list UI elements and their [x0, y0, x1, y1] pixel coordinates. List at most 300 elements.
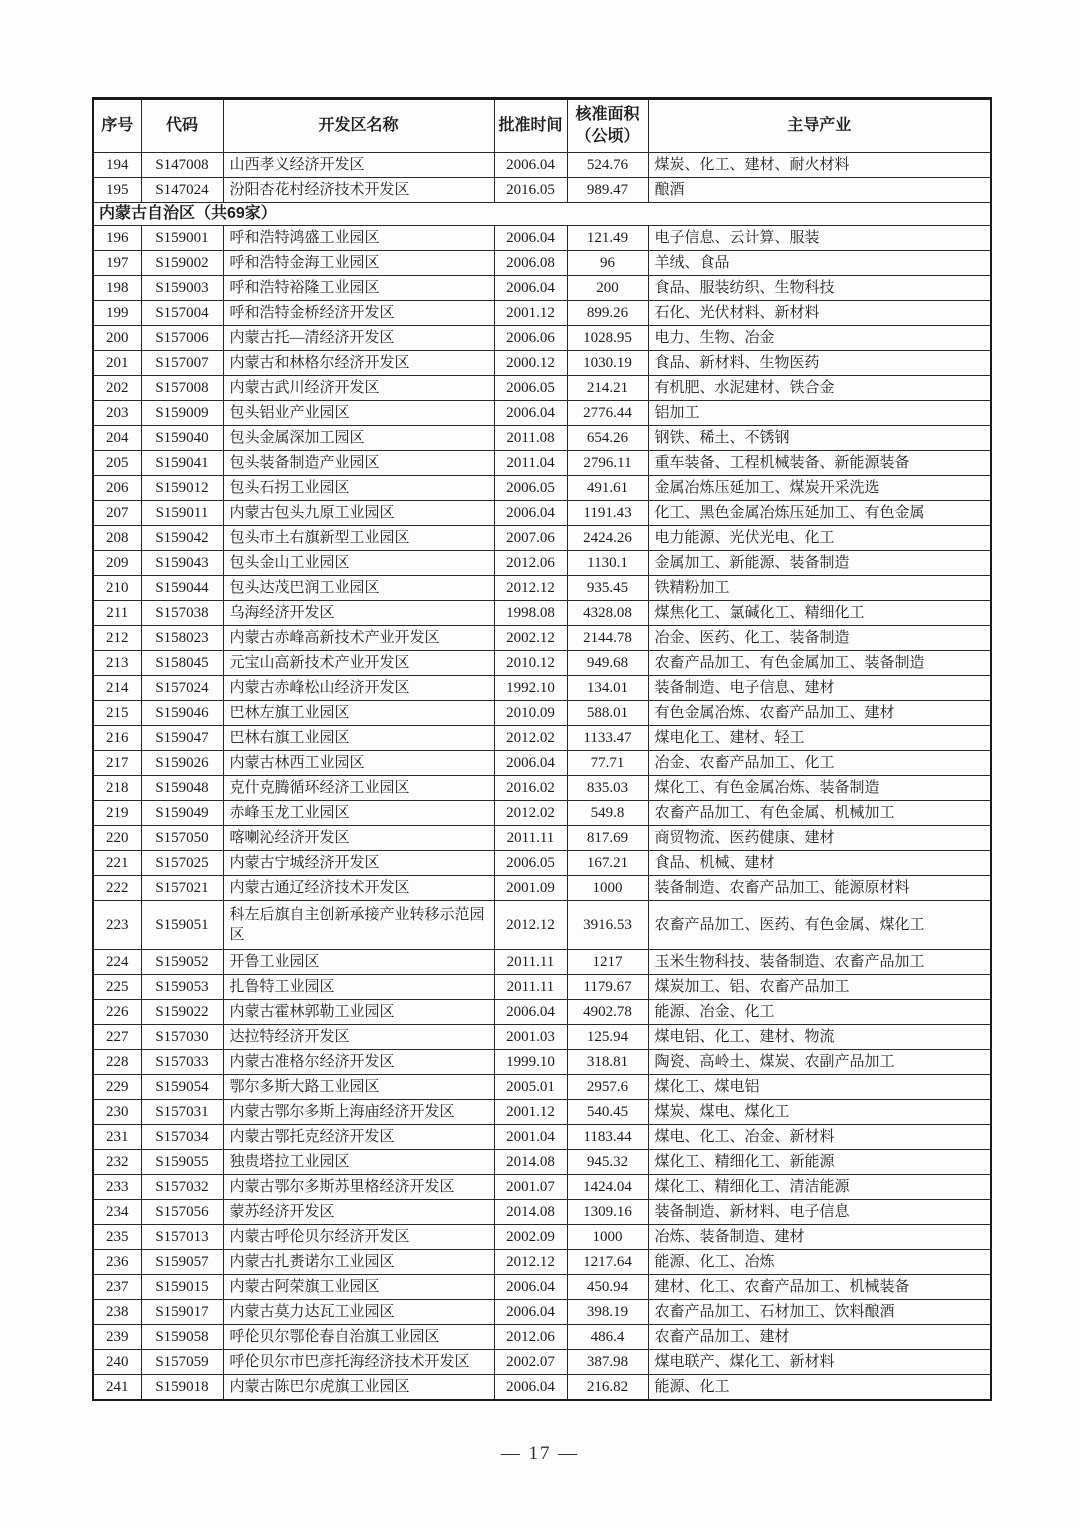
cell-approval-date: 2001.12 — [494, 1100, 567, 1125]
cell-zone-name: 独贵塔拉工业园区 — [223, 1150, 494, 1175]
cell-code: S157004 — [141, 301, 223, 326]
table-row — [93, 1100, 991, 1125]
cell-leading-industries: 重车装备、工程机械装备、新能源装备 — [648, 451, 991, 476]
cell-approved-area: 2796.11 — [567, 451, 648, 476]
cell-zone-name: 内蒙古阿荣旗工业园区 — [223, 1275, 494, 1300]
cell-approved-area: 200 — [567, 276, 648, 301]
cell-approval-date: 2012.12 — [494, 901, 567, 950]
cell-approval-date: 2006.04 — [494, 226, 567, 251]
cell-zone-name: 内蒙古包头九原工业园区 — [223, 501, 494, 526]
cell-approval-date: 2012.02 — [494, 801, 567, 826]
cell-approved-area: 96 — [567, 251, 648, 276]
cell-approved-area: 491.61 — [567, 476, 648, 501]
cell-approval-date: 2006.04 — [494, 1275, 567, 1300]
cell-approval-date: 2006.04 — [494, 276, 567, 301]
cell-code: S157021 — [141, 876, 223, 901]
header-index: 序号 — [93, 99, 141, 153]
cell-leading-industries: 能源、冶金、化工 — [648, 1000, 991, 1025]
cell-index: 202 — [93, 376, 141, 401]
cell-zone-name: 呼和浩特金海工业园区 — [223, 251, 494, 276]
cell-index: 233 — [93, 1175, 141, 1200]
cell-zone-name: 内蒙古鄂尔多斯上海庙经济开发区 — [223, 1100, 494, 1125]
cell-approved-area: 989.47 — [567, 178, 648, 203]
cell-leading-industries: 食品、新材料、生物医药 — [648, 351, 991, 376]
cell-leading-industries: 酿酒 — [648, 178, 991, 203]
cell-leading-industries: 煤化工、煤电铝 — [648, 1075, 991, 1100]
cell-leading-industries: 钢铁、稀土、不锈钢 — [648, 426, 991, 451]
cell-approval-date: 2001.03 — [494, 1025, 567, 1050]
cell-approved-area: 450.94 — [567, 1275, 648, 1300]
cell-code: S159043 — [141, 551, 223, 576]
cell-code: S159042 — [141, 526, 223, 551]
cell-code: S159003 — [141, 276, 223, 301]
cell-code: S159044 — [141, 576, 223, 601]
table-row — [93, 751, 991, 776]
cell-leading-industries: 农畜产品加工、有色金属加工、装备制造 — [648, 651, 991, 676]
cell-zone-name: 克什克腾循环经济工业园区 — [223, 776, 494, 801]
cell-zone-name: 内蒙古宁城经济开发区 — [223, 851, 494, 876]
cell-leading-industries: 石化、光伏材料、新材料 — [648, 301, 991, 326]
cell-index: 226 — [93, 1000, 141, 1025]
header-zone-name: 开发区名称 — [223, 99, 494, 153]
cell-leading-industries: 煤炭、煤电、煤化工 — [648, 1100, 991, 1125]
cell-index: 231 — [93, 1125, 141, 1150]
development-zones-table — [92, 97, 992, 1401]
cell-zone-name: 包头市土右旗新型工业园区 — [223, 526, 494, 551]
cell-leading-industries: 装备制造、农畜产品加工、能源原材料 — [648, 876, 991, 901]
cell-index: 196 — [93, 226, 141, 251]
cell-code: S159057 — [141, 1250, 223, 1275]
cell-approved-area: 3916.53 — [567, 901, 648, 950]
table-row — [93, 1225, 991, 1250]
cell-leading-industries: 电力、生物、冶金 — [648, 326, 991, 351]
cell-approved-area: 949.68 — [567, 651, 648, 676]
cell-code: S159054 — [141, 1075, 223, 1100]
table-row — [93, 1000, 991, 1025]
cell-approval-date: 2006.04 — [494, 153, 567, 178]
cell-approved-area: 4902.78 — [567, 1000, 648, 1025]
cell-code: S157034 — [141, 1125, 223, 1150]
table-row — [93, 950, 991, 975]
cell-approved-area: 2144.78 — [567, 626, 648, 651]
cell-leading-industries: 建材、化工、农畜产品加工、机械装备 — [648, 1275, 991, 1300]
cell-approved-area: 945.32 — [567, 1150, 648, 1175]
cell-zone-name: 内蒙古通辽经济技术开发区 — [223, 876, 494, 901]
cell-index: 230 — [93, 1100, 141, 1125]
table-row — [93, 576, 991, 601]
cell-code: S147008 — [141, 153, 223, 178]
cell-leading-industries: 玉米生物科技、装备制造、农畜产品加工 — [648, 950, 991, 975]
cell-index: 199 — [93, 301, 141, 326]
cell-zone-name: 开鲁工业园区 — [223, 950, 494, 975]
cell-leading-industries: 煤电联产、煤化工、新材料 — [648, 1350, 991, 1375]
cell-approval-date: 2011.11 — [494, 826, 567, 851]
cell-code: S157031 — [141, 1100, 223, 1125]
cell-approval-date: 2007.06 — [494, 526, 567, 551]
cell-leading-industries: 能源、化工 — [648, 1375, 991, 1401]
cell-code: S157050 — [141, 826, 223, 851]
cell-index: 205 — [93, 451, 141, 476]
cell-index: 194 — [93, 153, 141, 178]
cell-approval-date: 1992.10 — [494, 676, 567, 701]
cell-approved-area: 2957.6 — [567, 1075, 648, 1100]
cell-index: 222 — [93, 876, 141, 901]
table-row — [93, 1375, 991, 1401]
header-area-line1: 核准面积 — [575, 106, 640, 124]
table-row — [93, 676, 991, 701]
cell-zone-name: 内蒙古和林格尔经济开发区 — [223, 351, 494, 376]
cell-approved-area: 540.45 — [567, 1100, 648, 1125]
cell-code: S157013 — [141, 1225, 223, 1250]
cell-code: S159015 — [141, 1275, 223, 1300]
table-row — [93, 1350, 991, 1375]
cell-index: 201 — [93, 351, 141, 376]
cell-leading-industries: 铝加工 — [648, 401, 991, 426]
table-row — [93, 426, 991, 451]
cell-leading-industries: 煤电、化工、冶金、新材料 — [648, 1125, 991, 1150]
cell-leading-industries: 食品、服装纺织、生物科技 — [648, 276, 991, 301]
cell-approval-date: 2001.09 — [494, 876, 567, 901]
cell-approved-area: 549.8 — [567, 801, 648, 826]
cell-approval-date: 2010.09 — [494, 701, 567, 726]
table-row — [93, 1025, 991, 1050]
cell-code: S159022 — [141, 1000, 223, 1025]
cell-code: S159001 — [141, 226, 223, 251]
cell-index: 198 — [93, 276, 141, 301]
page-number: — 17 — — [500, 1443, 580, 1464]
cell-approval-date: 2011.11 — [494, 950, 567, 975]
cell-code: S159048 — [141, 776, 223, 801]
table-row — [93, 376, 991, 401]
cell-index: 241 — [93, 1375, 141, 1401]
header-approved-area — [567, 99, 648, 153]
cell-approval-date: 2012.06 — [494, 1325, 567, 1350]
cell-leading-industries: 冶金、医药、化工、装备制造 — [648, 626, 991, 651]
cell-approval-date: 2006.04 — [494, 751, 567, 776]
cell-approval-date: 2010.12 — [494, 651, 567, 676]
table-row — [93, 301, 991, 326]
cell-zone-name: 巴林左旗工业园区 — [223, 701, 494, 726]
cell-index: 238 — [93, 1300, 141, 1325]
table-row — [93, 326, 991, 351]
cell-zone-name: 包头石拐工业园区 — [223, 476, 494, 501]
cell-code: S159052 — [141, 950, 223, 975]
cell-zone-name: 内蒙古霍林郭勒工业园区 — [223, 1000, 494, 1025]
section-header-row — [93, 203, 991, 226]
cell-code: S157008 — [141, 376, 223, 401]
cell-leading-industries: 煤焦化工、氯碱化工、精细化工 — [648, 601, 991, 626]
table-row — [93, 178, 991, 203]
cell-approval-date: 2006.04 — [494, 401, 567, 426]
cell-approved-area: 1309.16 — [567, 1200, 648, 1225]
cell-approval-date: 2006.04 — [494, 1300, 567, 1325]
cell-code: S158045 — [141, 651, 223, 676]
cell-zone-name: 呼和浩特金桥经济开发区 — [223, 301, 494, 326]
cell-zone-name: 包头金属深加工园区 — [223, 426, 494, 451]
table-row — [93, 626, 991, 651]
table-row — [93, 651, 991, 676]
cell-index: 213 — [93, 651, 141, 676]
cell-zone-name: 内蒙古托—清经济开发区 — [223, 326, 494, 351]
cell-code: S157056 — [141, 1200, 223, 1225]
cell-approval-date: 2012.12 — [494, 1250, 567, 1275]
cell-approved-area: 398.19 — [567, 1300, 648, 1325]
table-row — [93, 1150, 991, 1175]
cell-index: 209 — [93, 551, 141, 576]
cell-approved-area: 216.82 — [567, 1375, 648, 1401]
cell-approved-area: 387.98 — [567, 1350, 648, 1375]
cell-approval-date: 1998.08 — [494, 601, 567, 626]
table-row — [93, 1325, 991, 1350]
table-row — [93, 826, 991, 851]
cell-zone-name: 包头铝业产业园区 — [223, 401, 494, 426]
cell-zone-name: 呼和浩特裕隆工业园区 — [223, 276, 494, 301]
cell-leading-industries: 有色金属冶炼、农畜产品加工、建材 — [648, 701, 991, 726]
cell-zone-name: 内蒙古陈巴尔虎旗工业园区 — [223, 1375, 494, 1401]
table-header — [93, 99, 991, 153]
cell-code: S158023 — [141, 626, 223, 651]
table-row — [93, 551, 991, 576]
table-row — [93, 526, 991, 551]
cell-zone-name: 汾阳杏花村经济技术开发区 — [223, 178, 494, 203]
cell-zone-name: 山西孝义经济开发区 — [223, 153, 494, 178]
table-row — [93, 851, 991, 876]
cell-leading-industries: 金属冶炼压延加工、煤炭开采洗选 — [648, 476, 991, 501]
table-row — [93, 601, 991, 626]
cell-zone-name: 内蒙古准格尔经济开发区 — [223, 1050, 494, 1075]
table-row — [93, 876, 991, 901]
cell-approved-area: 1183.44 — [567, 1125, 648, 1150]
cell-index: 225 — [93, 975, 141, 1000]
cell-approval-date: 2012.02 — [494, 726, 567, 751]
header-approval-date: 批准时间 — [494, 99, 567, 153]
cell-index: 228 — [93, 1050, 141, 1075]
header-area-line2: （公顷） — [575, 128, 640, 145]
cell-leading-industries: 农畜产品加工、建材 — [648, 1325, 991, 1350]
cell-code: S159047 — [141, 726, 223, 751]
cell-approval-date: 2001.12 — [494, 301, 567, 326]
cell-approved-area: 1028.95 — [567, 326, 648, 351]
cell-leading-industries: 铁精粉加工 — [648, 576, 991, 601]
cell-approved-area: 1000 — [567, 876, 648, 901]
cell-code: S157006 — [141, 326, 223, 351]
cell-leading-industries: 电子信息、云计算、服装 — [648, 226, 991, 251]
cell-code: S157038 — [141, 601, 223, 626]
table-row — [93, 153, 991, 178]
cell-index: 229 — [93, 1075, 141, 1100]
cell-leading-industries: 冶金、农畜产品加工、化工 — [648, 751, 991, 776]
cell-approval-date: 2016.02 — [494, 776, 567, 801]
table-row — [93, 1125, 991, 1150]
cell-code: S159051 — [141, 901, 223, 950]
cell-index: 235 — [93, 1225, 141, 1250]
cell-zone-name: 包头金山工业园区 — [223, 551, 494, 576]
cell-index: 218 — [93, 776, 141, 801]
cell-approved-area: 835.03 — [567, 776, 648, 801]
cell-approved-area: 1217 — [567, 950, 648, 975]
cell-code: S157025 — [141, 851, 223, 876]
cell-leading-industries: 装备制造、新材料、电子信息 — [648, 1200, 991, 1225]
cell-code: S159053 — [141, 975, 223, 1000]
table-row — [93, 1075, 991, 1100]
cell-approval-date: 2006.04 — [494, 1375, 567, 1401]
cell-code: S157033 — [141, 1050, 223, 1075]
table-row — [93, 901, 991, 950]
cell-zone-name: 元宝山高新技术产业开发区 — [223, 651, 494, 676]
cell-index: 224 — [93, 950, 141, 975]
cell-index: 211 — [93, 601, 141, 626]
cell-approval-date: 2002.12 — [494, 626, 567, 651]
cell-code: S157030 — [141, 1025, 223, 1050]
cell-index: 208 — [93, 526, 141, 551]
cell-zone-name: 巴林右旗工业园区 — [223, 726, 494, 751]
cell-approved-area: 1030.19 — [567, 351, 648, 376]
table-row — [93, 1050, 991, 1075]
cell-leading-industries: 有机肥、水泥建材、铁合金 — [648, 376, 991, 401]
cell-approved-area: 167.21 — [567, 851, 648, 876]
cell-leading-industries: 煤炭、化工、建材、耐火材料 — [648, 153, 991, 178]
table-row — [93, 226, 991, 251]
cell-code: S157059 — [141, 1350, 223, 1375]
cell-approval-date: 2012.12 — [494, 576, 567, 601]
table-row — [93, 701, 991, 726]
cell-leading-industries: 农畜产品加工、医药、有色金属、煤化工 — [648, 901, 991, 950]
cell-index: 206 — [93, 476, 141, 501]
cell-approved-area: 121.49 — [567, 226, 648, 251]
cell-zone-name: 包头达茂巴润工业园区 — [223, 576, 494, 601]
cell-zone-name: 呼伦贝尔市巴彦托海经济技术开发区 — [223, 1350, 494, 1375]
cell-zone-name: 蒙苏经济开发区 — [223, 1200, 494, 1225]
cell-zone-name: 内蒙古呼伦贝尔经济开发区 — [223, 1225, 494, 1250]
cell-approved-area: 1130.1 — [567, 551, 648, 576]
cell-approval-date: 2006.08 — [494, 251, 567, 276]
cell-zone-name: 内蒙古扎赉诺尔工业园区 — [223, 1250, 494, 1275]
cell-zone-name: 乌海经济开发区 — [223, 601, 494, 626]
cell-leading-industries: 装备制造、电子信息、建材 — [648, 676, 991, 701]
cell-approval-date: 2006.06 — [494, 326, 567, 351]
cell-zone-name: 达拉特经济开发区 — [223, 1025, 494, 1050]
table-row — [93, 501, 991, 526]
cell-code: S157032 — [141, 1175, 223, 1200]
cell-zone-name: 喀喇沁经济开发区 — [223, 826, 494, 851]
cell-zone-name: 呼伦贝尔鄂伦春自治旗工业园区 — [223, 1325, 494, 1350]
cell-code: S159046 — [141, 701, 223, 726]
cell-leading-industries: 煤炭加工、铝、农畜产品加工 — [648, 975, 991, 1000]
table-row — [93, 401, 991, 426]
cell-approval-date: 2006.05 — [494, 851, 567, 876]
cell-index: 221 — [93, 851, 141, 876]
table-row — [93, 1200, 991, 1225]
cell-code: S159002 — [141, 251, 223, 276]
cell-zone-name: 科左后旗自主创新承接产业转移示范园区 — [223, 901, 494, 950]
cell-zone-name: 内蒙古武川经济开发区 — [223, 376, 494, 401]
cell-leading-industries: 食品、机械、建材 — [648, 851, 991, 876]
cell-code: S157024 — [141, 676, 223, 701]
cell-approved-area: 125.94 — [567, 1025, 648, 1050]
cell-approval-date: 2011.04 — [494, 451, 567, 476]
cell-approved-area: 654.26 — [567, 426, 648, 451]
cell-approved-area: 486.4 — [567, 1325, 648, 1350]
cell-code: S157007 — [141, 351, 223, 376]
cell-index: 207 — [93, 501, 141, 526]
cell-approved-area: 134.01 — [567, 676, 648, 701]
cell-index: 203 — [93, 401, 141, 426]
table-row — [93, 801, 991, 826]
cell-index: 217 — [93, 751, 141, 776]
cell-leading-industries: 化工、黑色金属冶炼压延加工、有色金属 — [648, 501, 991, 526]
cell-approved-area: 899.26 — [567, 301, 648, 326]
cell-approval-date: 2016.05 — [494, 178, 567, 203]
cell-approved-area: 1424.04 — [567, 1175, 648, 1200]
cell-approval-date: 1999.10 — [494, 1050, 567, 1075]
cell-zone-name: 包头装备制造产业园区 — [223, 451, 494, 476]
cell-code: S159018 — [141, 1375, 223, 1401]
table-row — [93, 975, 991, 1000]
section-label: 内蒙古自治区（共69家） — [93, 203, 991, 226]
cell-index: 204 — [93, 426, 141, 451]
cell-code: S159055 — [141, 1150, 223, 1175]
table-row — [93, 251, 991, 276]
cell-approval-date: 2011.11 — [494, 975, 567, 1000]
cell-index: 236 — [93, 1250, 141, 1275]
table-row — [93, 451, 991, 476]
cell-index: 200 — [93, 326, 141, 351]
cell-index: 239 — [93, 1325, 141, 1350]
cell-leading-industries: 冶炼、装备制造、建材 — [648, 1225, 991, 1250]
cell-zone-name: 内蒙古鄂托克经济开发区 — [223, 1125, 494, 1150]
cell-code: S159017 — [141, 1300, 223, 1325]
cell-approved-area: 214.21 — [567, 376, 648, 401]
cell-leading-industries: 煤化工、精细化工、新能源 — [648, 1150, 991, 1175]
cell-leading-industries: 煤化工、精细化工、清洁能源 — [648, 1175, 991, 1200]
cell-approval-date: 2006.05 — [494, 476, 567, 501]
header-leading-industries: 主导产业 — [648, 99, 991, 153]
cell-approval-date: 2001.04 — [494, 1125, 567, 1150]
cell-zone-name: 呼和浩特鸿盛工业园区 — [223, 226, 494, 251]
cell-approved-area: 318.81 — [567, 1050, 648, 1075]
cell-approved-area: 2424.26 — [567, 526, 648, 551]
cell-leading-industries: 商贸物流、医药健康、建材 — [648, 826, 991, 851]
cell-approved-area: 4328.08 — [567, 601, 648, 626]
cell-index: 216 — [93, 726, 141, 751]
cell-approved-area: 2776.44 — [567, 401, 648, 426]
cell-zone-name: 鄂尔多斯大路工业园区 — [223, 1075, 494, 1100]
cell-leading-industries: 金属加工、新能源、装备制造 — [648, 551, 991, 576]
cell-approved-area: 524.76 — [567, 153, 648, 178]
table-body — [93, 153, 991, 1401]
cell-approved-area: 1000 — [567, 1225, 648, 1250]
table-row — [93, 276, 991, 301]
cell-code: S159049 — [141, 801, 223, 826]
cell-index: 240 — [93, 1350, 141, 1375]
cell-approved-area: 1191.43 — [567, 501, 648, 526]
cell-approved-area: 1133.47 — [567, 726, 648, 751]
cell-approval-date: 2012.06 — [494, 551, 567, 576]
cell-approved-area: 1179.67 — [567, 975, 648, 1000]
table-row — [93, 1250, 991, 1275]
cell-index: 223 — [93, 901, 141, 950]
cell-leading-industries: 煤化工、有色金属冶炼、装备制造 — [648, 776, 991, 801]
cell-index: 212 — [93, 626, 141, 651]
cell-leading-industries: 能源、化工、冶炼 — [648, 1250, 991, 1275]
cell-zone-name: 内蒙古鄂尔多斯苏里格经济开发区 — [223, 1175, 494, 1200]
table-row — [93, 476, 991, 501]
cell-approval-date: 2000.12 — [494, 351, 567, 376]
cell-code: S159041 — [141, 451, 223, 476]
table-row — [93, 1300, 991, 1325]
cell-index: 214 — [93, 676, 141, 701]
cell-zone-name: 扎鲁特工业园区 — [223, 975, 494, 1000]
